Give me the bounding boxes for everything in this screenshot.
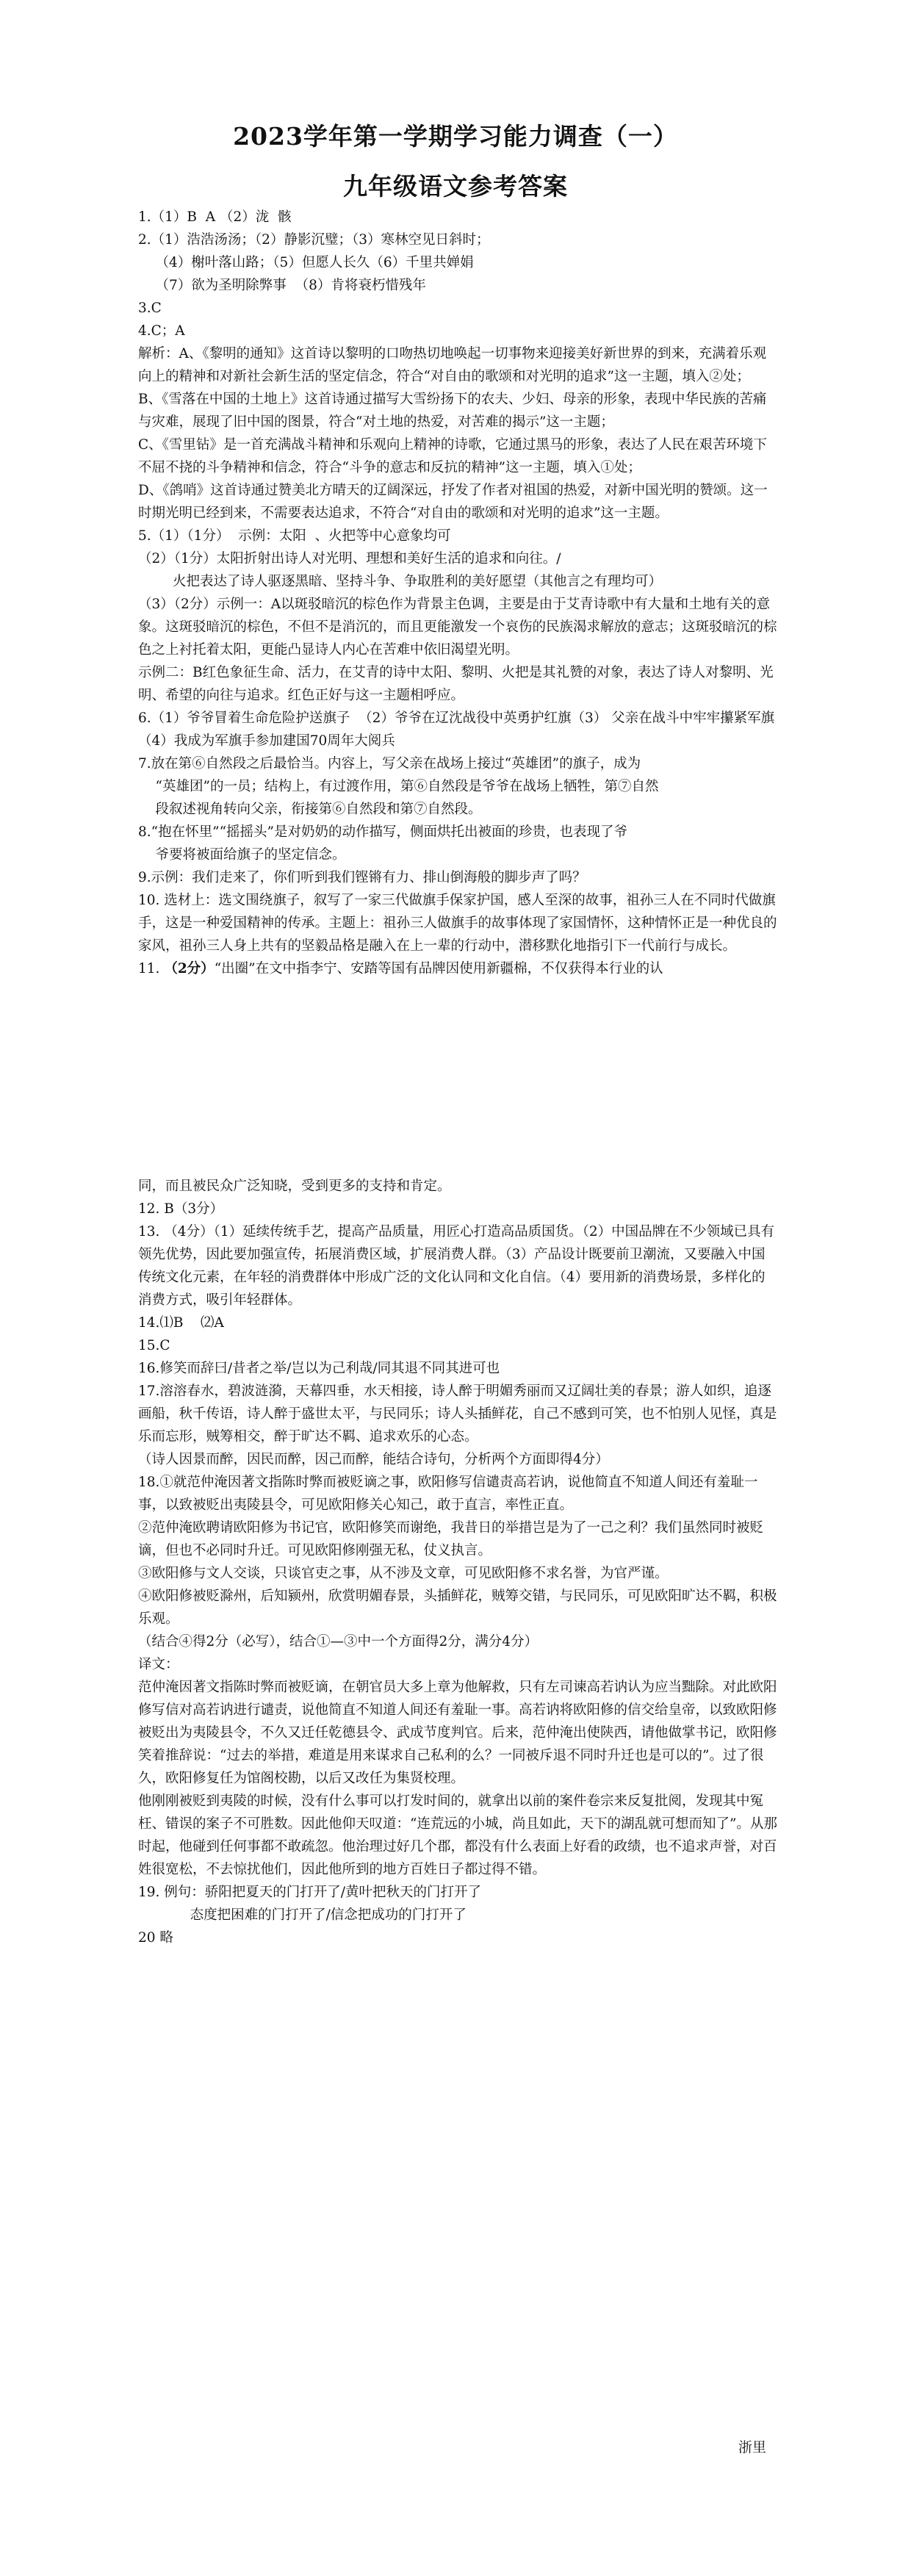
translation-label: 译文： — [138, 1657, 179, 1672]
answer-q4-analysis-b: B、《雪落在中国的土地上》这首诗通过描写大雪纷扬下的农夫、少妇、母亲的形象，表现中华民族的苦痛与灾难，展现了旧中国的图景，符合“对土地的热爱，对苦难的揭示”这一主题； — [138, 392, 767, 430]
answer-q14: 14.⑴B ⑵A — [138, 1315, 224, 1331]
translation-para2: 他刚刚被贬到夷陵的时候，没有什么事可以打发时间的，就拿出以前的案件卷宗来反复批阅，发现其中冤枉、错误的案子不可胜数。因此他仰天叹道：“连荒远的小城，尚且如此，天下的湖乱就可想而知了”。从那时起，他碰到任何事都不敢疏忽。他治理过好几个郡，都没有什么表面上好看的政绩，也不追求声誉，对百姓很宽松，不去惊扰他们，因此他所到的地方百姓日子都过得不错。 — [138, 1794, 777, 1877]
answer-q7-line3: 段叙述视角转向父亲，衔接第⑥自然段和第⑦自然段。 — [138, 802, 482, 817]
answer-q11-points: （2分） — [164, 961, 215, 976]
answer-body — [138, 206, 796, 1949]
answer-q18-point1: 18.①就范仲淹因著文指陈时弊而被贬谪之事，欧阳修写信谴责高若讷，说他简直不知道人间还有羞耻一事，以致被贬出夷陵县令，可见欧阳修关心知己，敢于直言，率性正直。 — [138, 1475, 758, 1513]
answer-q11-number: 11. — [138, 961, 165, 976]
document-subtitle: 九年级语文参考答案 — [343, 172, 568, 201]
answer-q4-analysis-d: D、《鸽哨》这首诗通过赞美北方晴天的辽阔深远，抒发了作者对祖国的热爱，对新中国光明的赞颂。这一时期光明已经到来，不需要表达追求，不符合“对自由的歌颂和对光明的追求”这一主题。 — [138, 483, 768, 521]
answer-q19-line2: 态度把困难的门打开了/信念把成功的门打开了 — [138, 1907, 467, 1923]
answer-q2-line2: （4）榭叶落山路；（5）但愿人长久（6）千里共婵娟 — [138, 255, 474, 270]
answer-q2-line3: （7）欲为圣明除弊事 （8）肯将衰朽惜残年 — [138, 278, 426, 293]
answer-q17: 17.溶溶春水，碧波涟漪，天幕四垂，水天相接，诗人醉于明媚秀丽而又辽阔壮美的春景；游人如织，追逐画船，秋千传语，诗人醉于盛世太平，与民同乐；诗人头插鲜花，自己不感到可笑，也不怕别人见怪，真是乐而忘形，贼筹相交，醉于旷达不羁、追求欢乐的心态。 — [138, 1384, 777, 1444]
answer-q18-point2: ②范仲淹欧聘请欧阳修为书记官，欧阳修笑而谢绝，我昔日的举措岂是为了一己之利？我们虽然同时被贬谪，但也不必同时升迁。可见欧阳修刚强无私，仗义执言。 — [138, 1520, 764, 1558]
answer-q19-line1: 19. 例句：骄阳把夏天的门打开了/黄叶把秋天的门打开了 — [138, 1885, 482, 1900]
answer-q15: 15.C — [138, 1338, 170, 1353]
answer-q13: 13. （4分）（1）延续传统手艺，提高产品质量，用匠心打造高品质国货。（2）中国品牌在不少领域已具有领先优势，因此要加强宣传，拓展消费区域，扩展消费人群。（3）产品设计既要前卫潮流，又要融入中国传统文化元素，在年轻的消费群体中形成广泛的文化认同和文化自信。（4）要用新的消费场景，多样化的消费方式，吸引年轻群体。 — [138, 1224, 775, 1308]
answer-q18-point4: ④欧阳修被贬滁州，后知颍州，欣赏明媚春景，头插鲜花，贼筹交错，与民同乐，可见欧阳旷达不羁，积极乐观。 — [138, 1589, 777, 1627]
document-title: 2023学年第一学期学习能力调查（一） — [233, 122, 678, 151]
answer-q4-analysis-c: C、《雪里钻》是一首充满战斗精神和乐观向上精神的诗歌，它通过黑马的形象，表达了人民在艰苦环境下不屈不挠的斗争精神和信念，符合“斗争的意志和反抗的精神”这一主题，填入①处； — [138, 437, 767, 475]
answer-q5-part1: 5.（1）（1分） 示例：太阳 、火把等中心意象均可 — [138, 528, 451, 544]
answer-q4: 4.C；A — [138, 323, 185, 339]
answer-q5-part3: （3）（2分）示例一：A以斑驳暗沉的棕色作为背景主色调，主要是由于艾青诗歌中有大量和土地有关的意象。这斑驳暗沉的棕色，不但不是消沉的，而且更能激发一个哀伤的民族渴求解放的意志；这斑驳暗沉的棕色之上衬托着太阳，更能凸显诗人内心在苦难中依旧渴望光明。 — [138, 597, 777, 658]
answer-q16: 16.修笑而辞曰/昔者之举/岂以为己利哉/同其退不同其进可也 — [138, 1361, 500, 1376]
translation-para1: 范仲淹因著文指陈时弊而被贬谪，在朝官员大多上章为他解救，只有左司谏高若讷认为应当黜除。对此欧阳修写信对高若讷进行谴责，说他简直不知道人间还有羞耻一事。高若讷将欧阳修的信交给皇帝，以致欧阳修被贬出为夷陵县令，不久又迁任乾德县令、武成节度判官。后来，范仲淹出使陕西，请他做掌书记，欧阳修笑着推辞说：“过去的举措，难道是用来谋求自己私利的么？一同被斥退不同时升迁也是可以的”。过了很久，欧阳修复任为馆阁校勘，以后又改任为集贤校理。 — [138, 1680, 777, 1786]
answer-q10: 10. 选材上：选文围绕旗子，叙写了一家三代做旗手保家护国，感人至深的故事，祖孙三人在不同时代做旗手，这是一种爱国精神的传承。主题上：祖孙三人做旗手的故事体现了家国情怀，这种情怀正是一种优良的家风，祖孙三人身上共有的坚毅品格是融入在上一辈的行动中，潜移默化地指引下一代前行与成长。 — [138, 893, 777, 954]
answer-q1: 1.（1）B A （2）泷 骸 — [138, 209, 292, 225]
answer-q18-scoring: （结合④得2分（必写），结合①—③中一个方面得2分，满分4分） — [138, 1634, 539, 1649]
answer-q5-part2-cont: 火把表达了诗人驱逐黑暗、坚持斗争、争取胜利的美好愿望（其他言之有理均可） — [138, 574, 663, 589]
answer-q6: 6.（1）爷爷冒着生命危险护送旗子 （2）爷爷在辽沈战役中英勇护红旗（3） 父亲在战斗中牢牢攥紧军旗 （4）我成为军旗手参加建国70周年大阅兵 — [138, 710, 796, 749]
answer-q4-analysis-a: 解析：A、《黎明的通知》这首诗以黎明的口吻热切地唤起一切事物来迎接美好新世界的到来，充满着乐观向上的精神和对新社会新生活的坚定信念，符合“对自由的歌颂和对光明的追求”这一主题，填入②处； — [138, 346, 767, 384]
answer-q11-cont: 同，而且被民众广泛知晓，受到更多的支持和肯定。 — [138, 1179, 451, 1194]
answer-q3: 3.C — [138, 301, 162, 316]
answer-q7-line1: 7.放在第⑥自然段之后最恰当。内容上，写父亲在战场上接过“英雄团”的旗子，成为 — [138, 756, 641, 771]
answer-q20: 20 略 — [138, 1930, 173, 1946]
answer-q12: 12. B（3分） — [138, 1201, 224, 1217]
answer-q18-point3: ③欧阳修与文人交谈，只谈官吏之事，从不涉及文章，可见欧阳修不求名誉，为官严谨。 — [138, 1566, 669, 1581]
answer-q5-example2: 示例二：B红色象征生命、活力，在艾青的诗中太阳、黎明、火把是其礼赞的对象，表达了诗人对黎明、光明、希望的向往与追求。红色正好与这一主题相呼应。 — [138, 665, 774, 703]
answer-q9: 9.示例：我们走来了，你们听到我们铿锵有力、排山倒海般的脚步声了吗？ — [138, 870, 586, 885]
answer-q11 — [138, 957, 777, 980]
answer-q2-line1: 2.（1）浩浩汤汤；（2）静影沉璧；（3）寒林空见日斜时； — [138, 232, 490, 248]
answer-q8-line1: 8.“抱在怀里”“摇摇头”是对奶奶的动作描写，侧面烘托出被面的珍贵，也表现了爷 — [138, 824, 627, 840]
answer-q7-line2: “英雄团”的一员；结构上，有过渡作用，第⑥自然段是爷爷在战场上牺牲，第⑦自然 — [138, 779, 659, 794]
blank-gap — [138, 980, 777, 1175]
answer-q11-text: “出圈”在文中指李宁、安踏等国有品牌因使用新疆棉，不仅获得本行业的认 — [214, 961, 663, 976]
answer-q5-part2: （2）（1分）太阳折射出诗人对光明、理想和美好生活的追求和向往。/ — [138, 551, 561, 566]
page-footer: 浙里 — [738, 2439, 767, 2456]
answer-q17-scoring: （诗人因景而醉，因民而醉，因己而醉，能结合诗句，分析两个方面即得4分） — [138, 1452, 609, 1467]
answer-q8-line2: 爷要将被面给旗子的坚定信念。 — [138, 847, 346, 863]
